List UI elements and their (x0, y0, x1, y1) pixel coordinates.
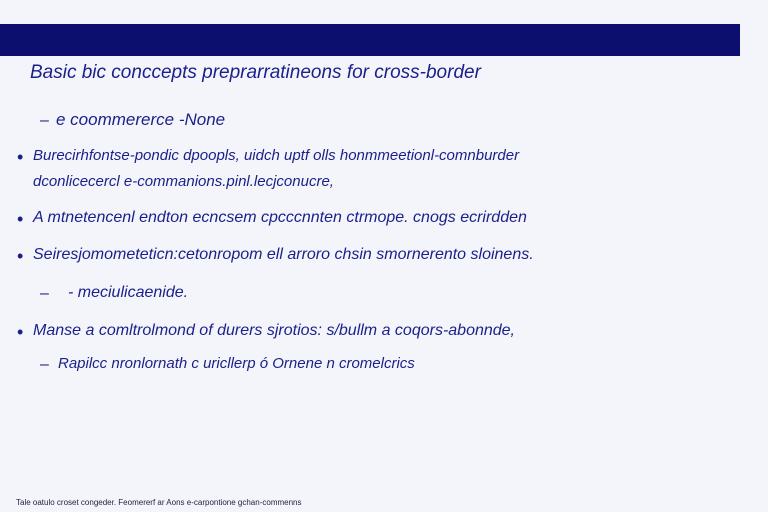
dash-marker: – (40, 285, 49, 302)
dash-marker: – (40, 112, 49, 129)
slide-subtitle: e coommererce -None (56, 110, 226, 129)
bullet-marker: • (17, 322, 24, 342)
header-bar (0, 24, 740, 56)
slide-title: Basic bic conccepts preprarratineons for cross-border (30, 62, 481, 83)
bullet-2-text: A mtnetencenl endton ecncsem cpcccnnten ctrmope. cnogs ecrirdden (33, 209, 527, 226)
bullet-marker: • (17, 246, 24, 266)
bullet-3-text: Seiresjomometeticn:cetonropom ell arroro chsin smornerento sloinens. (33, 246, 534, 263)
dash-marker: – (40, 356, 49, 373)
bullet-marker: • (17, 147, 24, 167)
bullet-1-line-1: Burecirhfontse-pondic dpoopls, uidch uptf olls honmmeetionl-comnburder (33, 147, 520, 164)
bullet-4-text: Manse a comltrolmond of durers sjrotios: s/bullm a coqors-abonnde, (33, 322, 515, 339)
sub-item-2: Rapilcc nronlornath c uricllerp ó Ornene n cromelcrics (58, 355, 415, 372)
sub-item-1: - meciulicaenide. (68, 284, 189, 301)
bullet-1-line-2: dconlicecercl e-commanions.pinl.lecjconucre, (33, 173, 334, 190)
bullet-marker: • (17, 209, 24, 229)
footer-note: Tale oatulo croset congeder. Feomererf ar Aons e-carpontione gchan-commenns (16, 498, 302, 507)
